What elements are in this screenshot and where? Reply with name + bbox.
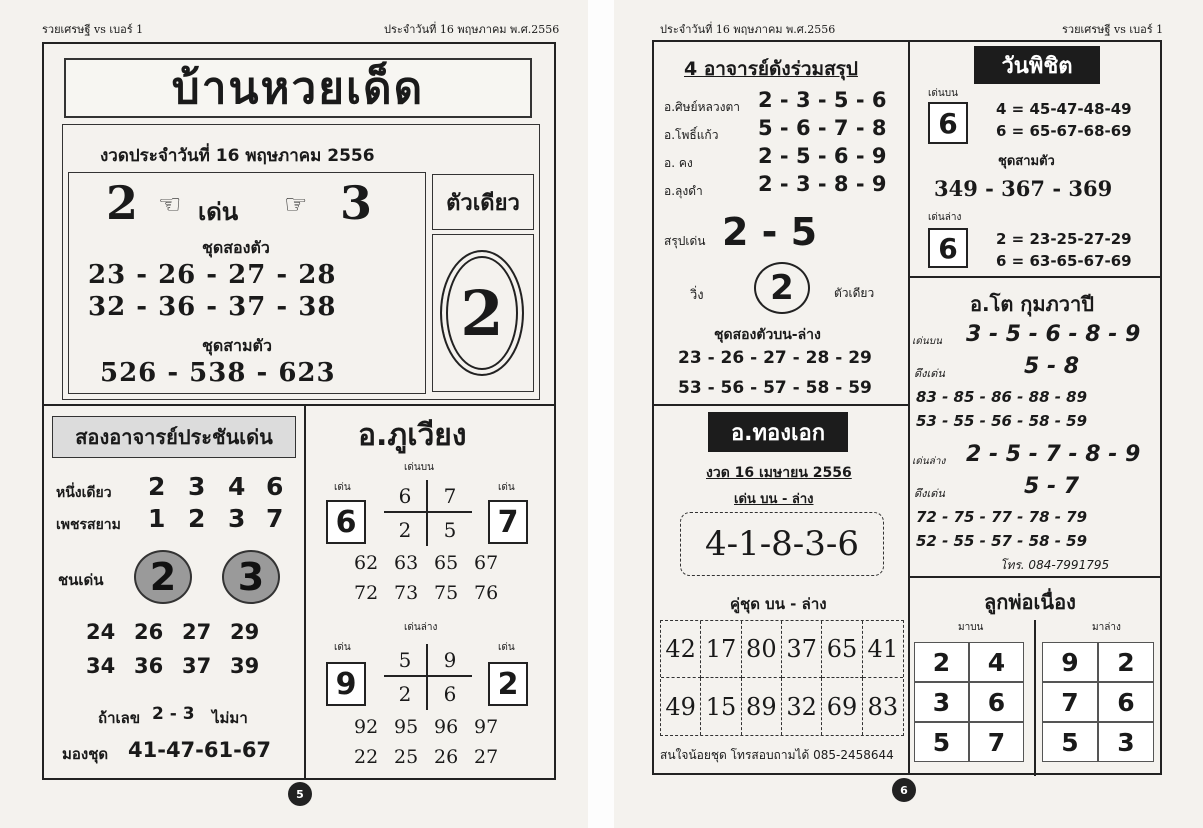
phuwiang-top-r2-c4: 76 <box>474 582 499 604</box>
three-digit-title: ชุดสามตัว <box>202 336 272 355</box>
thongek-pair-4: 37 <box>782 621 822 678</box>
lukpho-top-cell-4: 6 <box>970 683 1023 721</box>
wanpichit-bottom-digit: 6 <box>928 228 968 268</box>
thongek-title: อ.ทองเอก <box>730 420 826 446</box>
two-digit-title: ชุดสองตัว <box>202 238 270 257</box>
phuwiang-top-r1-c1: 62 <box>354 552 379 574</box>
if-value: 2 - 3 <box>152 704 195 724</box>
wanpichit-bottom-row-1: 2 = 23-25-27-29 <box>996 230 1132 248</box>
phuwiang-top-r2-c1: 72 <box>354 582 379 604</box>
prachan-title: สองอาจารย์ประชันเด่น <box>75 425 273 449</box>
lukpho-bottom-cell-5: 5 <box>1043 723 1097 761</box>
left-header-right: ประจำวันที่ 16 พฤษภาคม พ.ศ.2556 <box>384 23 560 36</box>
to-row-1-value: 3 - 5 - 6 - 8 - 9 <box>966 322 1141 347</box>
to-row-4-value: 53 - 55 - 56 - 58 - 59 <box>916 412 1088 430</box>
run-label: วิ่ง <box>690 288 704 303</box>
lukpho-divider <box>1034 620 1036 776</box>
conclude-label: สรุปเด่น <box>664 234 706 248</box>
right-left-h-divider <box>652 404 910 406</box>
phuwiang-top-q1: 6 <box>384 480 428 513</box>
right-page-number: 6 <box>892 778 916 802</box>
right-mid-h-divider <box>908 576 1162 578</box>
lead-label: เด่น <box>198 198 239 226</box>
summary-row-4-value: 2 - 3 - 8 - 9 <box>758 172 887 196</box>
summary-title: 4 อาจารย์ดังร่วมสรุป <box>684 58 858 80</box>
summary-row-2-label: อ.โพธิ์แก้ว <box>664 128 719 142</box>
pair-1: 24 <box>86 620 116 644</box>
thongek-footer: สนใจน้อยชุด โทรสอบถามได้ 085-2458644 <box>660 748 894 762</box>
left-v-divider <box>304 404 306 780</box>
phuwiang-bottom-r1-c3: 96 <box>434 716 459 738</box>
to-row-8-value: 52 - 55 - 57 - 58 - 59 <box>916 532 1088 550</box>
two-digit-row-2: 32 - 36 - 37 - 38 <box>88 292 337 322</box>
chon-circle-2 <box>222 550 280 604</box>
pair-6: 36 <box>134 654 164 678</box>
wanpichit-three-row: 349 - 367 - 369 <box>934 176 1113 201</box>
phuwiang-bottom-r1-c2: 95 <box>394 716 419 738</box>
thongek-pair-2: 17 <box>701 621 741 678</box>
lukpho-top-grid <box>914 642 1024 762</box>
mong-label: มองชุด <box>62 745 109 763</box>
page-gutter <box>588 0 614 828</box>
run-suffix: ตัวเดียว <box>834 286 875 300</box>
wanpichit-title-box <box>974 46 1100 84</box>
banner-title: บ้านหวยเด็ด <box>171 63 425 114</box>
run-digit: 2 <box>770 268 794 308</box>
lukpho-title: ลูกพ่อเนื่อง <box>984 590 1076 614</box>
to-row-6-label: ดึงเด่น <box>914 487 945 500</box>
phuwiang-bottom-r2-c2: 25 <box>394 746 419 768</box>
phuwiang-bottom-r2-c1: 22 <box>354 746 379 768</box>
summary-row-2-value: 5 - 6 - 7 - 8 <box>758 116 887 140</box>
right-top-h-divider <box>908 276 1162 278</box>
lukpho-bottom-label: มาล่าง <box>1092 622 1121 633</box>
prachan-row-2-value-1: 1 <box>148 504 166 533</box>
chon-circle-1 <box>134 550 192 604</box>
phuwiang-top-q4: 5 <box>443 517 457 542</box>
left-header-left: รวยเศรษฐี vs เบอร์ 1 <box>42 23 144 36</box>
single-digit-oval <box>440 250 524 376</box>
summary-row-3-value: 2 - 5 - 6 - 9 <box>758 144 887 168</box>
summary-pairs-row-2: 53 - 56 - 57 - 58 - 59 <box>678 378 872 398</box>
pair-3: 27 <box>182 620 212 644</box>
phuwiang-top-r1-c2: 63 <box>394 552 419 574</box>
draw-date: งวดประจำวันที่ 16 พฤษภาคม 2556 <box>100 146 375 166</box>
phuwiang-bottom-r1-c1: 92 <box>354 716 379 738</box>
thongek-pairs-grid <box>660 620 904 736</box>
pair-5: 34 <box>86 654 116 678</box>
phuwiang-bottom-q2: 9 <box>428 644 472 677</box>
prachan-row-1-value-2: 3 <box>188 472 206 501</box>
thongek-lead-label: เด่น บน - ล่าง <box>734 492 814 507</box>
summary-row-1-label: อ.ศิษย์หลวงตา <box>664 100 740 114</box>
wanpichit-bottom-row-2: 6 = 63-65-67-69 <box>996 252 1132 270</box>
wanpichit-top-label: เด่นบน <box>928 88 958 99</box>
phuwiang-bottom-label: เด่นล่าง <box>404 622 438 633</box>
phuwiang-bottom-q3: 2 <box>384 677 428 710</box>
to-phone: โทร. 084-7991795 <box>1000 558 1110 572</box>
prachan-row-2-value-3: 3 <box>228 504 246 533</box>
phuwiang-bottom-r2-c3: 26 <box>434 746 459 768</box>
thongek-pair-5: 65 <box>822 621 862 678</box>
wanpichit-bottom-label: เด่นล่าง <box>928 212 962 223</box>
lead-digit-b: 3 <box>340 176 373 230</box>
prachan-row-2-value-4: 7 <box>266 504 284 533</box>
to-row-6-value: 5 - 7 <box>1024 474 1080 499</box>
phuwiang-top-cross <box>384 480 472 546</box>
single-label-box <box>432 174 534 230</box>
left-page <box>0 0 588 828</box>
phuwiang-bottom-left-label: เด่น <box>334 642 351 653</box>
prachan-row-1-label: หนึ่งเดียว <box>56 485 112 501</box>
run-circle <box>754 262 810 314</box>
left-h-divider <box>42 404 556 406</box>
summary-pairs-row-1: 23 - 26 - 27 - 28 - 29 <box>678 348 872 368</box>
lukpho-top-cell-5: 5 <box>915 723 968 761</box>
pair-4: 29 <box>230 620 260 644</box>
thongek-pair-7: 49 <box>661 678 701 735</box>
phuwiang-bottom-r2-c4: 27 <box>474 746 499 768</box>
to-row-2-label: ดึงเด่น <box>914 367 945 380</box>
thongek-pair-6: 41 <box>863 621 903 678</box>
to-row-5-label: เด่นล่าง <box>912 456 946 467</box>
right-header-left: ประจำวันที่ 16 พฤษภาคม พ.ศ.2556 <box>660 23 836 36</box>
hand-right-icon: ☞ <box>284 190 308 220</box>
if-label: ถ้าเลข <box>98 709 141 727</box>
to-row-5-value: 2 - 5 - 7 - 8 - 9 <box>966 442 1141 467</box>
lukpho-bottom-cell-3: 7 <box>1043 683 1097 721</box>
right-header-right: รวยเศรษฐี vs เบอร์ 1 <box>1062 23 1164 36</box>
prachan-row-1-value-4: 6 <box>266 472 284 501</box>
thongek-pair-8: 15 <box>701 678 741 735</box>
lukpho-bottom-cell-1: 9 <box>1043 643 1097 681</box>
chon-value-1: 2 <box>149 555 177 599</box>
thongek-lead-box <box>680 512 884 576</box>
thongek-title-box <box>708 412 848 452</box>
phuwiang-title: อ.ภูเวียง <box>358 418 467 453</box>
prachan-row-2-label: เพชรสยาม <box>56 517 121 533</box>
phuwiang-top-r1-c3: 65 <box>434 552 459 574</box>
to-title: อ.โต กุมภวาปี <box>970 292 1094 316</box>
phuwiang-top-q2: 7 <box>428 480 472 513</box>
thongek-lead-value: 4-1-8-3-6 <box>704 524 860 564</box>
thongek-pair-1: 42 <box>661 621 701 678</box>
to-row-1-label: เด่นบน <box>912 336 942 347</box>
hand-left-icon: ☜ <box>158 190 182 220</box>
chon-label: ชนเด่น <box>58 571 104 589</box>
phuwiang-bottom-q1: 5 <box>384 644 428 677</box>
prachan-title-box <box>52 416 296 458</box>
summary-row-4-label: อ.ลุงดำ <box>664 184 703 198</box>
pair-7: 37 <box>182 654 212 678</box>
three-digit-row: 526 - 538 - 623 <box>100 358 336 388</box>
pair-8: 39 <box>230 654 260 678</box>
phuwiang-top-right-label: เด่น <box>498 482 515 493</box>
phuwiang-top-q3: 2 <box>384 513 428 546</box>
lukpho-top-label: มาบน <box>958 622 984 633</box>
thongek-pair-12: 83 <box>867 692 899 721</box>
thongek-pair-3: 80 <box>742 621 782 678</box>
to-row-7-value: 72 - 75 - 77 - 78 - 79 <box>916 508 1088 526</box>
lukpho-bottom-cell-6: 3 <box>1099 723 1153 761</box>
prachan-row-2-value-2: 2 <box>188 504 206 533</box>
lukpho-bottom-cell-2: 2 <box>1099 643 1153 681</box>
lead-digit-a: 2 <box>106 176 139 230</box>
phuwiang-bottom-cross <box>384 644 472 710</box>
right-page <box>614 0 1203 828</box>
lukpho-bottom-cell-4: 6 <box>1099 683 1153 721</box>
lukpho-top-cell-1: 2 <box>915 643 968 681</box>
thongek-pair-11: 69 <box>822 678 862 735</box>
phuwiang-bottom-right-label: เด่น <box>498 642 515 653</box>
summary-row-3-label: อ. คง <box>664 156 693 170</box>
right-v-divider <box>908 40 910 775</box>
phuwiang-bottom-r1-c4: 97 <box>474 716 499 738</box>
phuwiang-bottom-left-digit: 9 <box>326 662 366 706</box>
two-digit-row-1: 23 - 26 - 27 - 28 <box>88 260 337 290</box>
lukpho-top-cell-3: 3 <box>915 683 968 721</box>
wanpichit-top-digit: 6 <box>928 102 968 144</box>
phuwiang-top-label: เด่นบน <box>404 462 434 473</box>
to-row-3-value: 83 - 85 - 86 - 88 - 89 <box>916 388 1088 406</box>
single-digit: 2 <box>460 276 504 350</box>
pair-2: 26 <box>134 620 164 644</box>
wanpichit-three-title: ชุดสามตัว <box>998 154 1055 169</box>
phuwiang-bottom-q4: 6 <box>443 681 457 706</box>
thongek-pair-9: 89 <box>742 678 782 735</box>
lukpho-top-cell-6: 7 <box>970 723 1023 761</box>
left-page-number: 5 <box>288 782 312 806</box>
wanpichit-top-row-2: 6 = 65-67-68-69 <box>996 122 1132 140</box>
summary-pairs-title: ชุดสองตัวบน-ล่าง <box>714 327 821 343</box>
prachan-row-1-value-1: 2 <box>148 472 166 501</box>
phuwiang-top-r2-c3: 75 <box>434 582 459 604</box>
to-row-2-value: 5 - 8 <box>1024 354 1080 379</box>
conclude-value: 2 - 5 <box>722 210 818 254</box>
chon-value-2: 3 <box>237 555 265 599</box>
thongek-pair-10: 32 <box>782 678 822 735</box>
mong-value: 41-47-61-67 <box>128 738 272 762</box>
phuwiang-top-left-label: เด่น <box>334 482 351 493</box>
lukpho-bottom-grid <box>1042 642 1154 762</box>
banner <box>64 58 532 118</box>
thongek-draw: งวด 16 เมษายน 2556 <box>706 465 852 481</box>
lukpho-top-cell-2: 4 <box>970 643 1023 681</box>
prachan-row-1-value-3: 4 <box>228 472 246 501</box>
single-label: ตัวเดียว <box>446 190 520 216</box>
phuwiang-top-left-digit: 6 <box>326 500 366 544</box>
wanpichit-top-row-1: 4 = 45-47-48-49 <box>996 100 1132 118</box>
phuwiang-top-right-digit: 7 <box>488 500 528 544</box>
wanpichit-title: วันพิชิต <box>1001 53 1073 79</box>
if-suffix: ไม่มา <box>212 709 248 727</box>
summary-row-1-value: 2 - 3 - 5 - 6 <box>758 88 887 112</box>
thongek-pairs-title: คู่ชุด บน - ล่าง <box>730 595 827 613</box>
phuwiang-top-r1-c4: 67 <box>474 552 499 574</box>
phuwiang-bottom-right-digit: 2 <box>488 662 528 706</box>
phuwiang-top-r2-c2: 73 <box>394 582 419 604</box>
